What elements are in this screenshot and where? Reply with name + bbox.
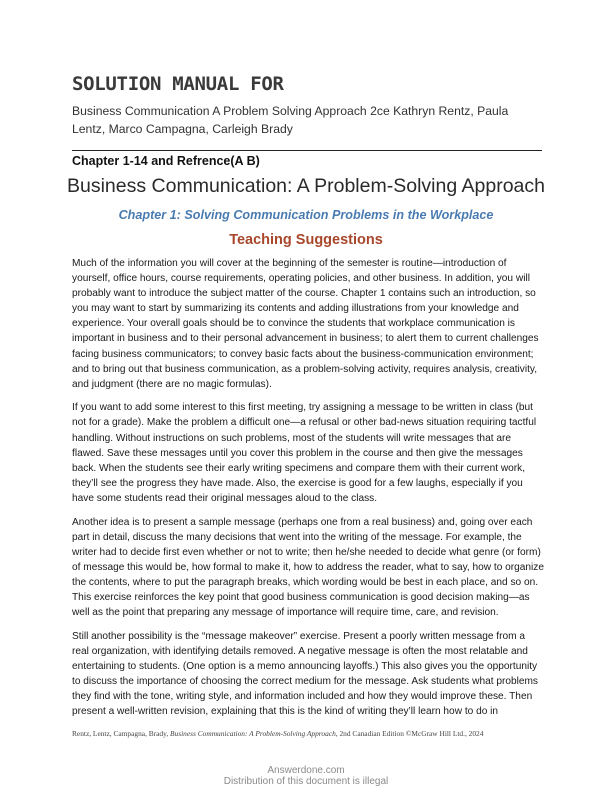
solution-manual-title: SOLUTION MANUAL FOR (72, 73, 284, 95)
citation-title: Business Communication: A Problem-Solving Approach (170, 729, 336, 738)
document-title: Business Communication: A Problem-Solving Approach (67, 175, 545, 197)
paragraph-2: If you want to add some interest to this first meeting, try assigning a message to be written in class (but not for a grade). Make the problem a difficult one—a refusal or other bad-news situation requiring tactful handling. Without instructions on such problems, most of the students will write messages that are flawed. Save these messages until you cover this problem in the course and then give the messages back. When the students see their early writing specimens and compare them with their current work, they’ll see the progress they have made. Also, the exercise is good for a few laughs, especially if you have some students read their original messages aloud to the class. (72, 402, 537, 504)
citation-prefix: Rentz, Lentz, Campagna, Brady, (72, 729, 171, 738)
paragraph-1: Much of the information you will cover at the beginning of the semester is routine—introduction of yourself, office hours, course requirements, operating policies, and other business. In addition, you will probably want to introduce the subject matter of the course. Chapter 1 contains such an introduction, so you may want to start by summarizing its contents and adding illustrations from your knowledge and experience. Your overall goals should be to convince the students that workplace communication is important in business and to their personal advancement in business; to alert them to current challenges facing business communicators; to convey basic facts about the business-communication environment; and to bring out that business communication, as a problem-solving activity, requires analysis, creativity, and judgment (there are no magic formulas). (72, 258, 539, 390)
chapter-subtitle: Chapter 1: Solving Communication Problems in the Workplace (118, 208, 494, 222)
paragraph-4: Still another possibility is the “message makeover” exercise. Present a poorly written message from a real organization, with identifying details removed. A negative message is often the most relatable and entertaining to students. (One option is a memo announcing layoffs.) This also gives you the opportunity to discuss the importance of choosing the correct medium for the message. Ask students what problems they find with the tone, writing style, and information included and how they would improve these. Then present a well-written revision, explaining that this is the kind of writing they’ll learn how to do in (72, 630, 538, 718)
watermark-site: Answerdone.com (267, 765, 345, 776)
header-divider (72, 148, 542, 151)
footer-citation (72, 729, 542, 738)
book-info-line: Business Communication A Problem Solving Approach 2ce Kathryn Rentz, Paula Lentz, Marco Campagna, Carleigh Brady (72, 104, 509, 136)
section-heading: Teaching Suggestions (229, 232, 383, 248)
watermark-notice: Distribution of this document is illegal (223, 776, 389, 787)
chapter-range-heading: Chapter 1-14 and Refrence(A B) (72, 154, 260, 168)
paragraph-3: Another idea is to present a sample message (perhaps one from a real business) and, going over each part in detail, discuss the many decisions that went into the writing of the message. For example, the writer had to decide first even whether or not to write; then he/she needed to decide what genre (or form) of message this would be, how formal to make it, how to address the reader, what to say, how to organize the contents, where to put the paragraph breaks, which wording would be best in each place, and so on. This exercise reinforces the key point that good business communication is good decision making—as well as the point that preparing any message of importance will require time, care, and revision. (72, 516, 544, 619)
citation-suffix: , 2nd Canadian Edition ©McGraw Hill Ltd., 2024 (335, 729, 484, 738)
body-text (72, 256, 544, 728)
